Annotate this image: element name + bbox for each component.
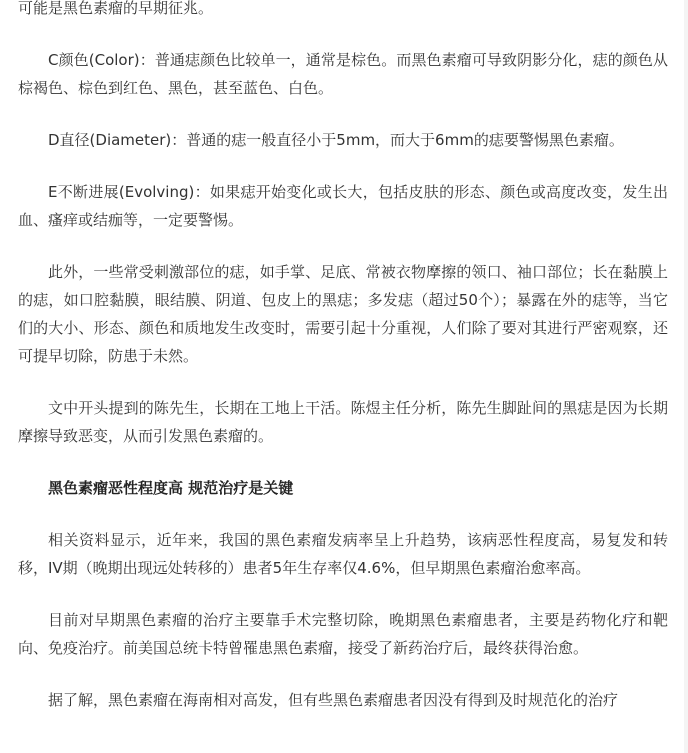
paragraph-risk-sites: 此外，一些常受刺激部位的痣，如手掌、足底、常被衣物摩擦的领口、袖口部位；长在黏膜上的痣，如口腔黏膜，眼结膜、阴道、包皮上的黑痣；多发痣（超过50个）；暴露在外的痣等，当它们的大小、形态、颜色和质地发生改变时，需要引起十分重视，人们除了要对其进行严密观察，还可提早切除，防患于未然。 (18, 263, 668, 365)
paragraph-case: 文中开头提到的陈先生，长期在工地上干活。陈煜主任分析，陈先生脚趾间的黑痣是因为长期摩擦导致恶变，从而引发黑色素瘤的。 (18, 399, 668, 445)
paragraph-treatment: 目前对早期黑色素瘤的治疗主要靠手术完整切除，晚期黑色素瘤患者，主要是药物化疗和靶向、免疫治疗。前美国总统卡特曾罹患黑色素瘤，接受了新药治疗后，最终获得治愈。 (18, 611, 668, 657)
article-body (18, 0, 668, 738)
paragraph-diameter: D直径(Diameter)：普通的痣一般直径小于5mm，而大于6mm的痣要警惕黑色素瘤。 (48, 131, 624, 149)
paragraph-evolving: E不断进展(Evolving)：如果痣开始变化或长大，包括皮肤的形态、颜色或高度改变，发生出血、瘙痒或结痂等，一定要警惕。 (18, 183, 668, 229)
paragraph-hainan: 据了解，黑色素瘤在海南相对高发，但有些黑色素瘤患者因没有得到及时规范化的治疗 (48, 691, 619, 709)
paragraph-color: C颜色(Color)：普通痣颜色比较单一，通常是棕色。而黑色素瘤可导致阴影分化，痣的颜色从棕褐色、棕色到红色、黑色，甚至蓝色、白色。 (18, 51, 668, 97)
paragraph-early-sign: 可能是黑色素瘤的早期征兆。 (18, 0, 214, 17)
paragraph-statistics: 相关资料显示，近年来，我国的黑色素瘤发病率呈上升趋势，该病恶性程度高，易复发和转移，IV期（晚期出现远处转移的）患者5年生存率仅4.6%，但早期黑色素瘤治愈率高。 (18, 531, 668, 577)
scrollbar[interactable] (684, 0, 688, 753)
section-heading: 黑色素瘤恶性程度高 规范治疗是关键 (48, 479, 294, 497)
